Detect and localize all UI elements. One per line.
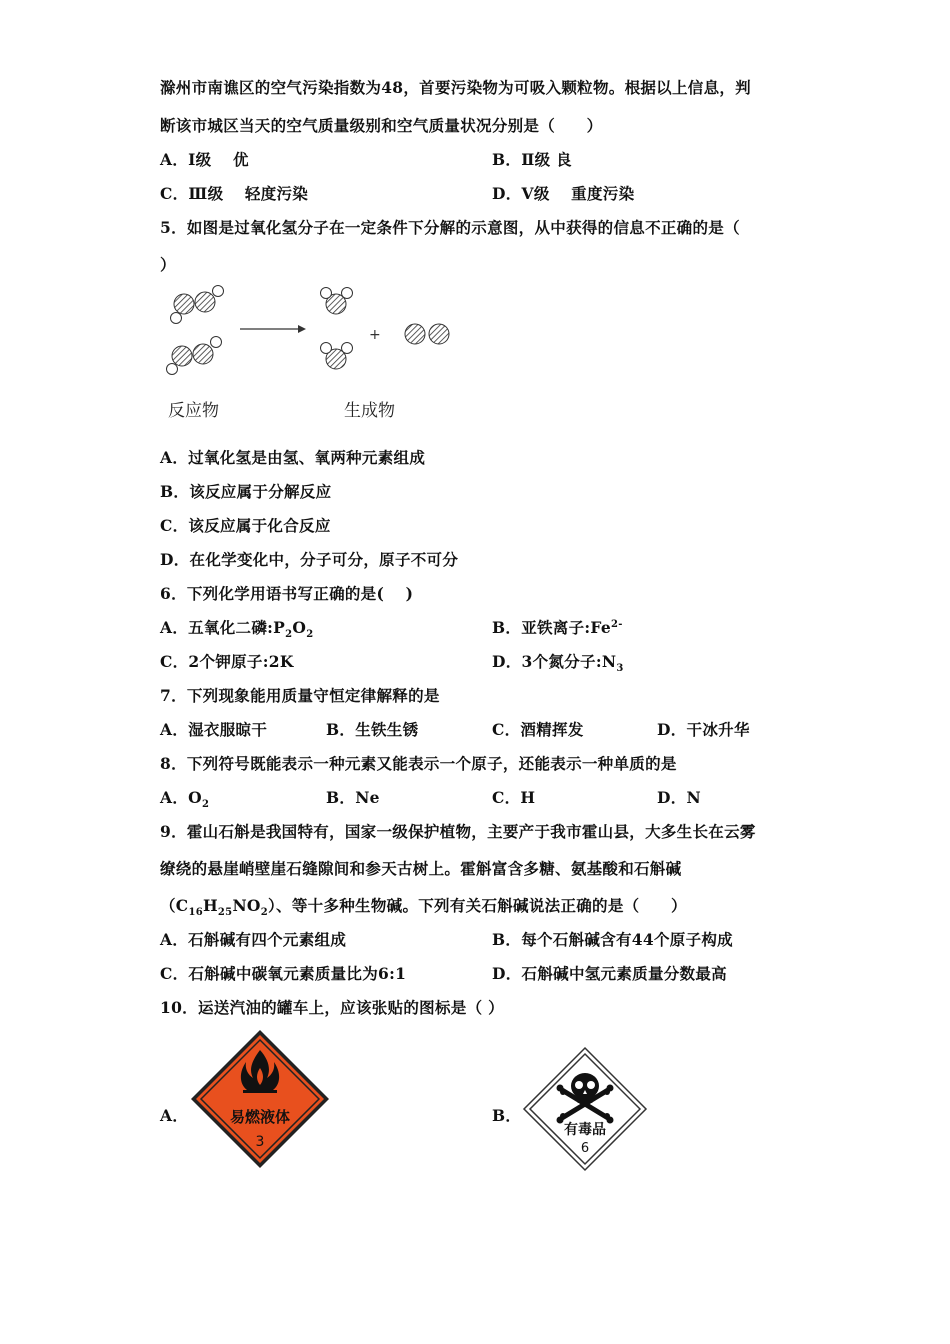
reactant-molecule: [167, 337, 222, 375]
question-5-stem: 5．如图是过氧化氢分子在一定条件下分解的示意图，从中获得的信息不正确的是（: [160, 218, 740, 237]
option-c: C．H: [492, 788, 536, 807]
option-b-label: B．: [492, 1106, 522, 1125]
flammable-liquid-sign: [189, 1028, 331, 1170]
product-oxygen-molecule: [405, 324, 449, 344]
option-d: D．干冰升华: [657, 720, 750, 739]
option-c: C．该反应属于化合反应: [160, 516, 331, 535]
option-c: C．Ⅲ级 轻度污染: [160, 184, 309, 203]
option-b: B．亚铁离子$:Fe^{2-}$: [492, 618, 623, 637]
question-stem-line: 滁州市南谯区的空气污染指数为48，首要污染物为可吸入颗粒物。根据以上信息，判: [160, 78, 751, 97]
reactant-molecule: [171, 286, 224, 324]
question-9-stem: 9．霍山石斛是我国特有，国家一级保护植物，主要产于我市霍山县，大多生长在云雾: [160, 822, 756, 841]
option-c: C．酒精挥发: [492, 720, 584, 739]
question-stem-line: 断该市城区当天的空气质量级别和空气质量状况分别是（ ）: [160, 116, 603, 135]
sign-b-number: 6: [580, 1141, 590, 1156]
option-b: B．生铁生锈: [326, 720, 419, 739]
option-d: D．在化学变化中，分子可分，原子不可分: [160, 550, 459, 569]
option-c: C．石斛碱中碳氧元素质量比为6:1: [160, 964, 407, 983]
question-6-stem: 6．下列化学用语书写正确的是( ): [160, 584, 414, 603]
question-9-stem: 缭绕的悬崖峭壁崖石缝隙间和参天古树上。霍斛富含多糖、氨基酸和石斛碱: [160, 859, 682, 878]
option-a: A．石斛碱有四个元素组成: [160, 930, 347, 949]
question-7-stem: 7．下列现象能用质量守恒定律解释的是: [160, 686, 440, 705]
option-b: B．Ⅱ级 良: [492, 150, 572, 169]
question-10-stem: 10．运送汽油的罐车上，应该张贴的图标是（ ）: [160, 998, 504, 1017]
option-a: A．湿衣服晾干: [160, 720, 268, 739]
option-a-label: A．: [160, 1106, 189, 1125]
decomposition-diagram: [160, 282, 480, 387]
question-9-stem: $(C_{16}H_{25}NO_2)$、等十多种生物碱。下列有关石斛碱说法正确的是（ ）: [160, 896, 687, 919]
sign-a-number: 3: [255, 1134, 265, 1150]
product-label: 生成物: [344, 401, 395, 421]
option-d: D．石斛碱中氢元素质量分数最高: [492, 964, 727, 983]
reaction-arrow: [240, 325, 306, 333]
option-a: A．$O_2$: [160, 788, 210, 811]
sign-a-text: 易燃液体: [229, 1108, 291, 1126]
option-a: A．过氧化氢是由氢、氧两种元素组成: [160, 448, 426, 467]
product-water-molecule: [321, 343, 353, 370]
option-a: A．五氧化二磷$:P_2O_2$: [160, 618, 314, 641]
option-b: B．该反应属于分解反应: [160, 482, 332, 501]
option-d: D．N: [657, 788, 702, 807]
option-b: B．每个石斛碱含有44个原子构成: [492, 930, 733, 949]
plus-sign: +: [369, 327, 381, 343]
question-8-stem: 8．下列符号既能表示一种元素又能表示一个原子，还能表示一种单质的是: [160, 754, 677, 773]
sign-b-text: 有毒品: [564, 1122, 606, 1138]
option-d: D．3个氮分子$:N_3$: [492, 652, 624, 675]
option-d: D．Ⅴ级 重度污染: [492, 184, 635, 203]
toxic-substance-sign: [522, 1046, 648, 1172]
option-a: A．Ⅰ级 优: [160, 150, 249, 169]
product-water-molecule: [321, 288, 353, 315]
question-5-stem-end: ）: [160, 255, 176, 274]
reactant-label: 反应物: [168, 401, 219, 421]
option-b: B．Ne: [326, 788, 380, 807]
option-c: C．2个钾原子:2K: [160, 652, 294, 671]
